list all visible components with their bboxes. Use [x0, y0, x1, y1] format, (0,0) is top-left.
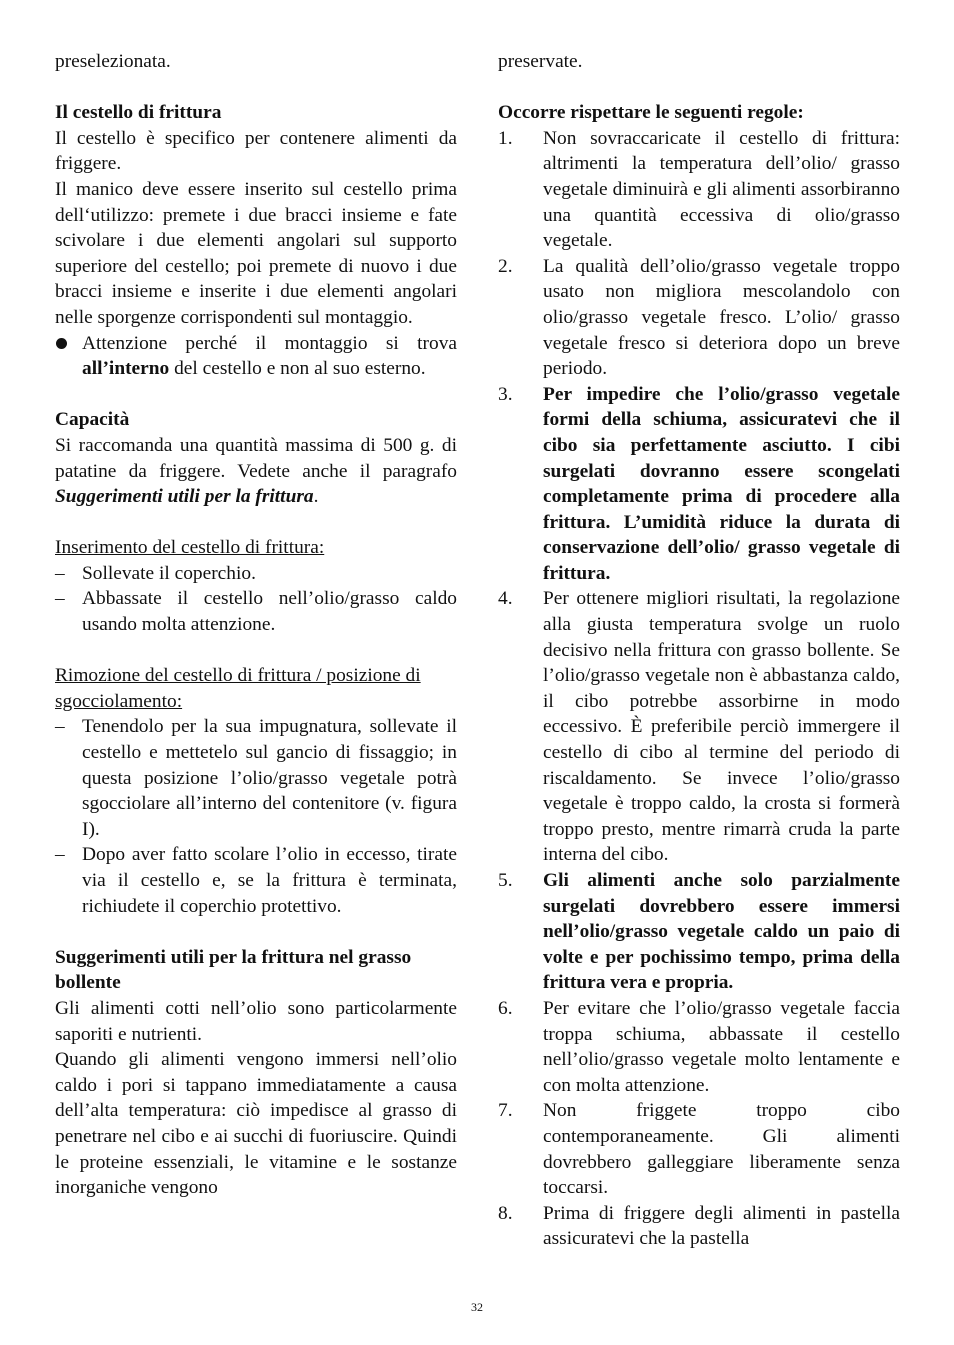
right-column — [498, 49, 900, 1252]
tips-paragraph-1: Gli alimenti cotti nell’olio sono particolarmente saporiti e nutrienti. — [55, 997, 457, 1045]
section-heading-capacity: Capacità — [55, 409, 130, 431]
bullet-icon — [56, 338, 67, 349]
rule-item — [498, 1098, 900, 1200]
list-item — [55, 714, 457, 842]
dash-marker: – — [55, 844, 65, 866]
list-item — [55, 586, 457, 637]
rule-number: 1. — [498, 127, 513, 149]
capacity-text-post: . — [313, 486, 319, 508]
rule-item — [498, 254, 900, 382]
continued-text: preselezionata. — [55, 51, 171, 72]
rule-item — [498, 996, 900, 1098]
list-item — [55, 561, 457, 587]
list-item-text: Tenendolo per la sua impugnatura, sollevate il cestello e mettetelo sul gancio di fissaggio; in questa posizione l’olio/grasso vegetale potrà sgocciolare all’interno del contenitore (v. figura I). — [82, 716, 457, 840]
rule-number: 8. — [498, 1202, 513, 1224]
bullet-text-pre: Attenzione perché il montaggio si trova — [82, 332, 457, 354]
section-heading-tips: Suggerimenti utili per la frittura nel grasso bollente — [55, 946, 412, 994]
dash-marker: – — [55, 562, 65, 584]
rule-item — [498, 868, 900, 996]
capacity-text-pre: Si raccomanda una quantità massima di 500 g. di patatine da friggere. Vedete anche il paragrafo — [55, 434, 457, 482]
dash-marker: – — [55, 588, 65, 610]
rule-text: Gli alimenti anche solo parzialmente surgelati dovrebbero essere immersi nell’olio/grasso vegetale caldo un paio di volte e per pochissimo tempo, prima della frittura vera e propria. — [543, 870, 900, 994]
rule-text: La qualità dell’olio/grasso vegetale troppo usato non migliora mescolandolo con olio/grasso vegetale fresco. L’olio/ grasso vegetale fresco si deteriora dopo un breve periodo. — [543, 255, 900, 380]
section-heading-basket: Il cestello di frittura — [55, 102, 222, 124]
remove-subheading: Rimozione del cestello di frittura / posizione di sgocciolamento: — [55, 665, 421, 712]
rule-text: Per evitare che l’olio/grasso vegetale faccia troppa schiuma, abbassate il cestello nell’olio/grasso vegetale molto lentamente e con molta attenzione. — [543, 997, 900, 1096]
bullet-text-post: del cestello e non al suo esterno. — [169, 358, 426, 380]
dash-marker: – — [55, 716, 65, 738]
rule-number: 4. — [498, 588, 513, 610]
continued-text: preservate. — [498, 51, 583, 72]
rule-item — [498, 126, 900, 254]
rule-item — [498, 1201, 900, 1252]
rule-number: 5. — [498, 870, 513, 891]
list-item — [55, 842, 457, 919]
rule-text: Non sovraccaricate il cestello di frittura: altrimenti la temperatura dell’olio/ grasso vegetale diminuirà e gli alimenti assorbiranno una quantità eccessiva di olio/grasso vegetale. — [543, 127, 900, 252]
rule-item — [498, 382, 900, 587]
rule-text: Non friggete troppo cibo contemporaneamente. Gli alimenti dovrebbero galleggiare liberamente senza toccarsi. — [543, 1100, 900, 1199]
list-item-text: Abbassate il cestello nell’olio/grasso caldo usando molta attenzione. — [82, 588, 457, 636]
page-number: 32 — [471, 1300, 483, 1314]
bullet-item — [55, 331, 457, 382]
rule-text: Prima di friggere degli alimenti in pastella assicuratevi che la pastella — [543, 1202, 900, 1250]
insert-subheading: Inserimento del cestello di frittura: — [55, 537, 325, 559]
capacity-reference: Suggerimenti utili per la frittura — [55, 486, 314, 508]
rule-number: 3. — [498, 383, 513, 405]
rule-number: 6. — [498, 997, 513, 1019]
left-column — [55, 49, 457, 1201]
rule-number: 7. — [498, 1100, 513, 1122]
basket-paragraph-2: Il manico deve essere inserito sul cestello prima dell‘utilizzo: premete i due bracci insieme e fate scivolare i due elementi angolari sul supporto superiore del cestello; poi premete di nuovo i due bracci insieme e inserite i due elementi angolari nelle sporgenze corrispondenti sul montaggio. — [55, 178, 457, 328]
bullet-text-bold: all’interno — [82, 358, 170, 380]
basket-paragraph-1: Il cestello è specifico per contenere alimenti da friggere. — [55, 127, 457, 175]
rule-number: 2. — [498, 255, 513, 277]
capacity-paragraph — [55, 433, 457, 510]
list-item-text: Sollevate il coperchio. — [82, 562, 256, 584]
rule-text: Per impedire che l’olio/grasso vegetale formi della schiuma, assicuratevi che il cibo sia perfettamente asciutto. I cibi surgelati dovranno essere scongelati completamente prima di procedere alla frittura. L’umidità riduce la durata di conservazione dell’olio/ grasso vegetale di frittura. — [543, 383, 900, 584]
rules-heading: Occorre rispettare le seguenti regole: — [498, 102, 804, 124]
list-item-text: Dopo aver fatto scolare l’olio in eccesso, tirate via il cestello e, se la frittura è terminata, richiudete il coperchio protettivo. — [82, 844, 457, 917]
tips-paragraph-2: Quando gli alimenti vengono immersi nell’olio caldo i pori si tappano immediatamente a causa dell’alta temperatura: ciò impedisce al grasso di penetrare nel cibo e ai succhi di fuoriuscire. Quindi le proteine essenziali, le vitamine e le sostanze inorganiche vengono — [55, 1049, 457, 1199]
rule-item — [498, 586, 900, 868]
rule-text: Per ottenere migliori risultati, la regolazione alla giusta temperatura svolge un ruolo decisivo nella frittura con grasso bollente. Se l’olio/grasso vegetale non è abbastanza caldo, il cibo potrebbe assorbirne in modo eccessivo. È preferibile perciò immergere il cestello di cibo al termine del periodo di riscaldamento. Se invece l’olio/grasso vegetale è troppo caldo, la crosta si formerà troppo presto, mentre rimarrà cruda la parte interna del cibo. — [543, 588, 900, 866]
